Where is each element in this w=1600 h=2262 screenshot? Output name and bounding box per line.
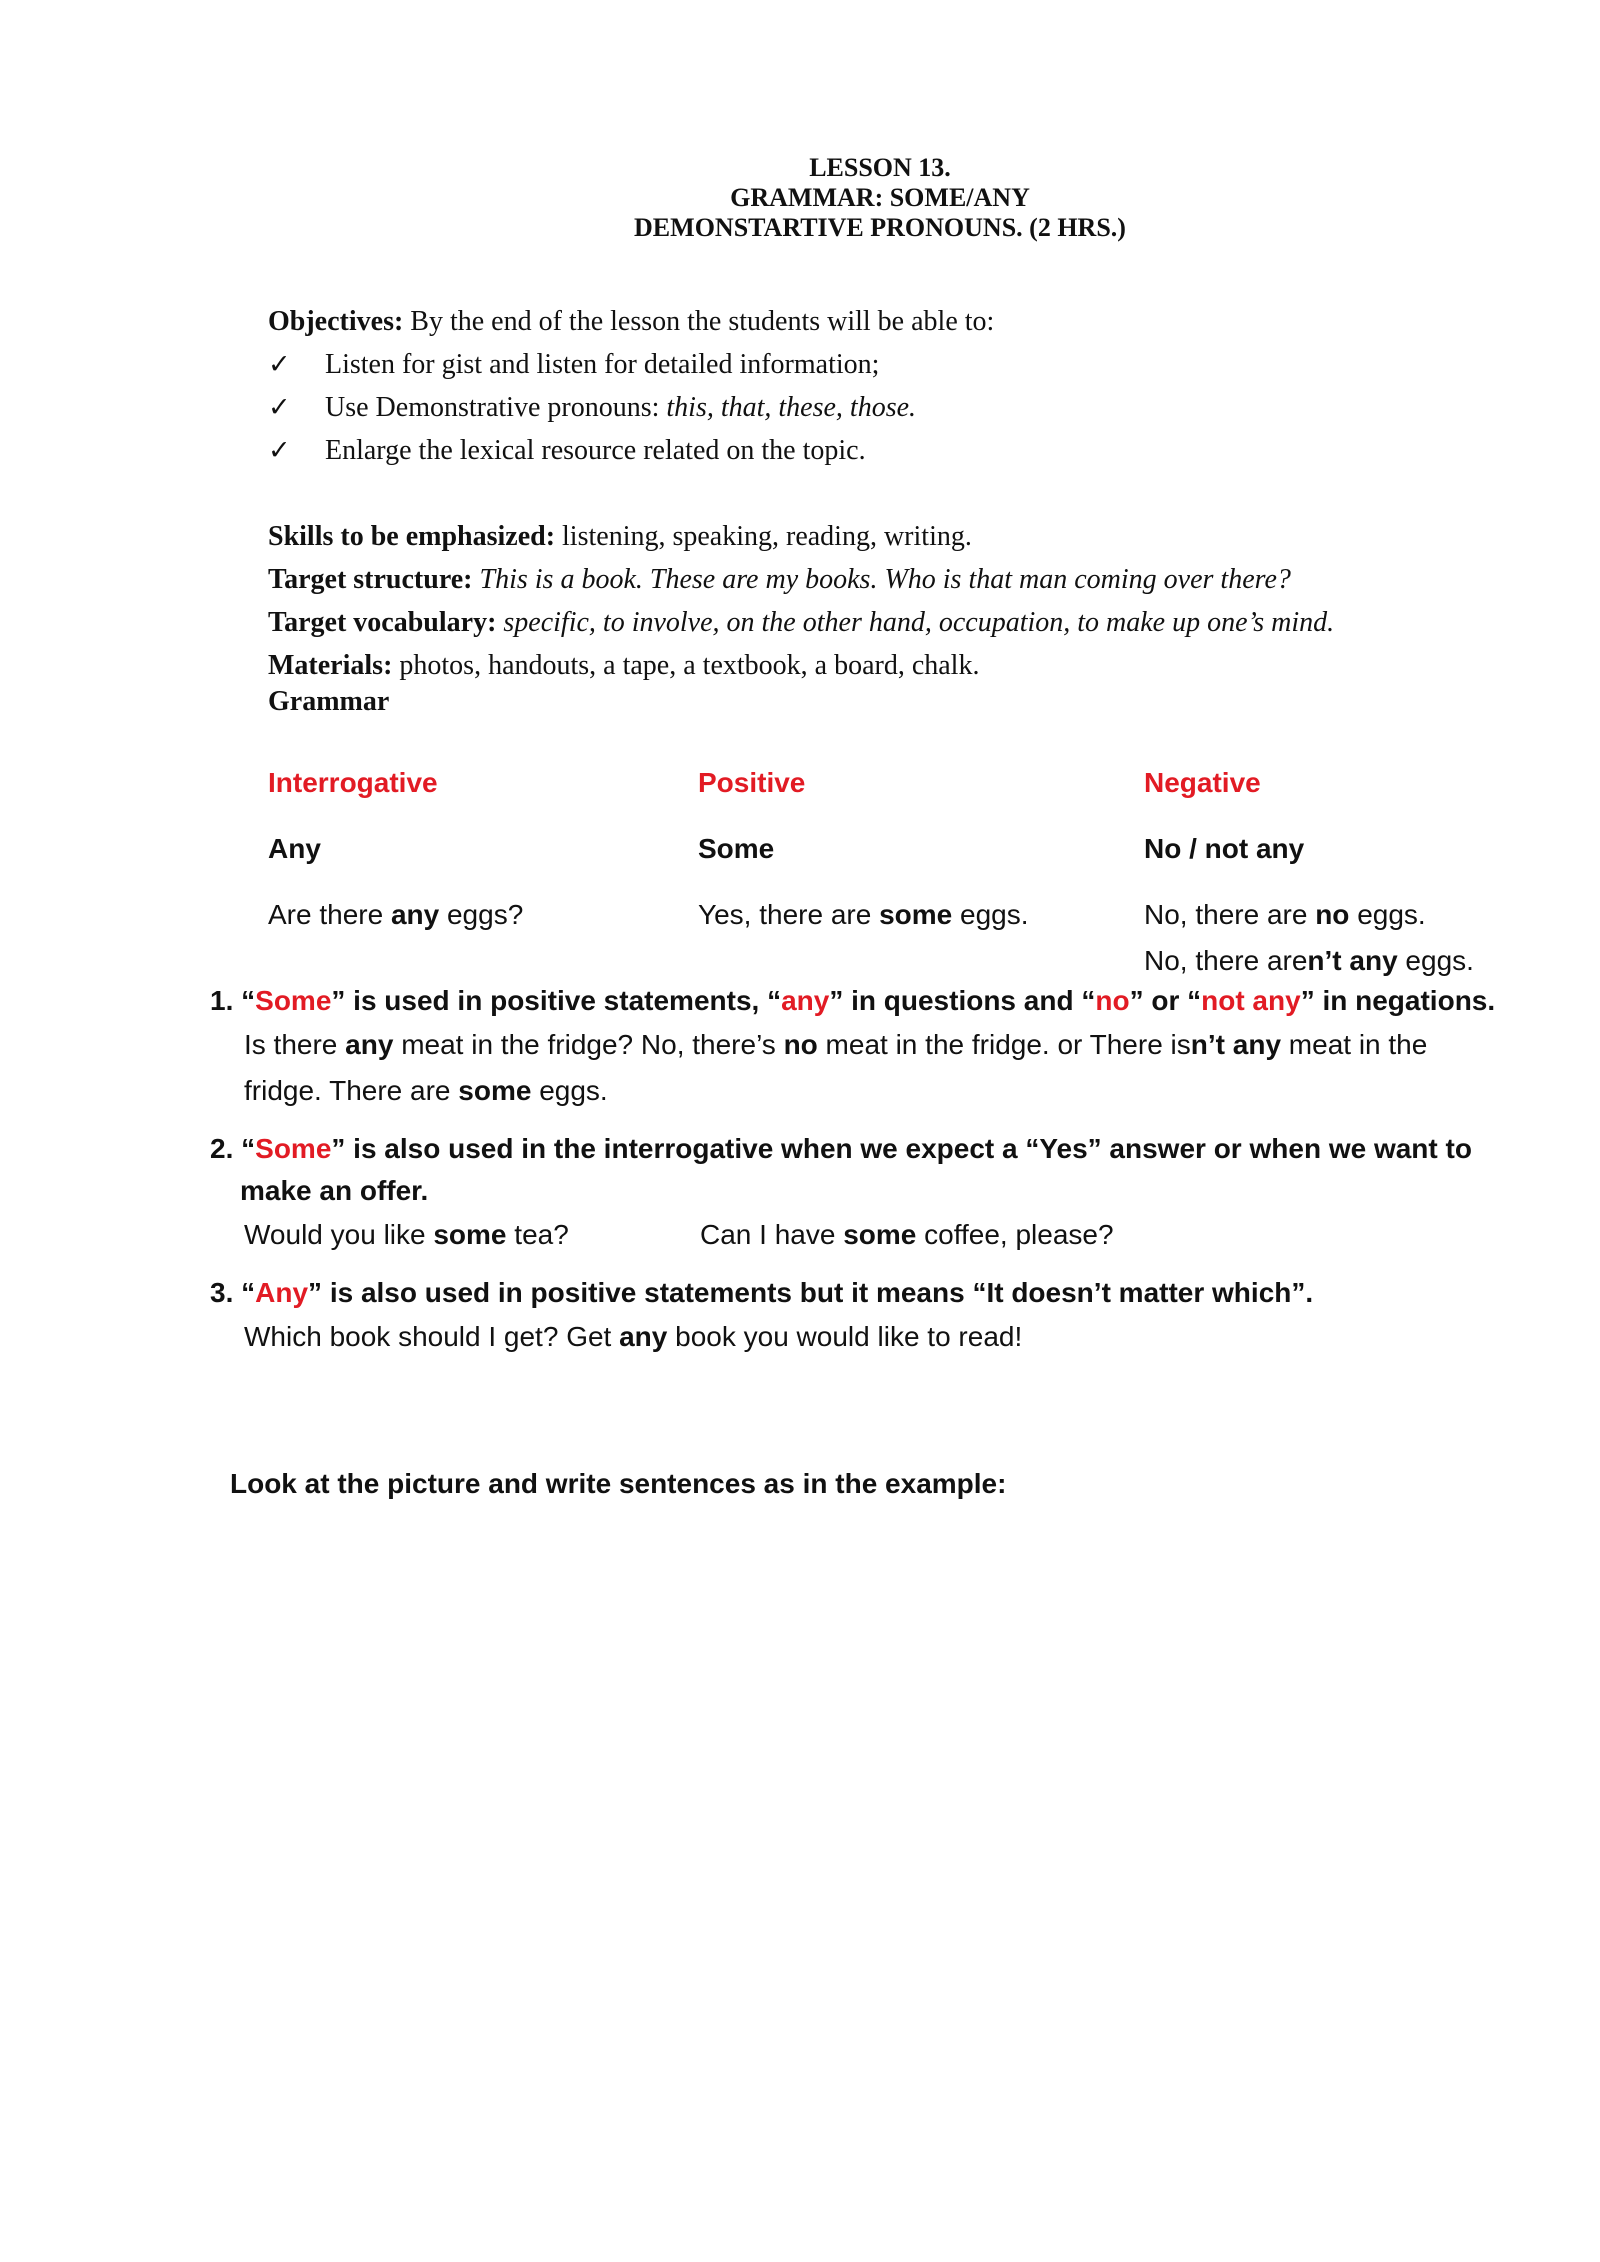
lesson-topic: DEMONSTARTIVE PRONOUNS. (2 HRS.)	[634, 213, 1126, 242]
objective-text: Enlarge the lexical resource related on the topic.	[325, 435, 866, 466]
rule-3	[210, 1272, 1510, 1360]
header-negative: Negative	[1144, 767, 1261, 798]
objectives-list	[268, 343, 1490, 472]
checkmark-icon: ✓	[268, 392, 291, 423]
rule-heading: 3. “Any” is also used in positive statements but it means “It doesn’t matter which”.	[210, 1277, 1314, 1308]
target-structure-line	[268, 558, 1490, 601]
materials-line	[268, 644, 1490, 687]
word-interrogative: Any	[268, 833, 321, 864]
target-vocabulary-label: Target vocabulary:	[268, 607, 497, 638]
skills-label: Skills to be emphasized:	[268, 521, 556, 552]
rule-1	[210, 980, 1510, 1114]
checkmark-icon: ✓	[268, 435, 291, 466]
lesson-body	[268, 300, 1490, 717]
exercise-prompt: Look at the picture and write sentences as in the example:	[230, 1468, 1007, 1499]
header-interrogative: Interrogative	[268, 767, 438, 798]
skills-line	[268, 515, 1490, 558]
grammar-rules	[210, 980, 1510, 1374]
example-negative-1: No, there are no eggs.	[1144, 899, 1426, 930]
rule-2	[210, 1128, 1510, 1258]
lesson-header	[0, 153, 1600, 243]
rule-example: Is there any meat in the fridge? No, there’s no meat in the fridge. or There isn’t any meat in the fridge. There are some eggs.	[244, 1029, 1428, 1106]
objectives-intro: By the end of the lesson the students will be able to:	[403, 306, 995, 337]
objective-emphasis: this, that, these, those.	[666, 392, 917, 423]
rule-heading: 2. “Some” is also used in the interrogative when we expect a “Yes” answer or when we want to make an offer.	[210, 1133, 1472, 1206]
checkmark-icon: ✓	[268, 349, 291, 380]
materials-label: Materials:	[268, 650, 393, 681]
objectives-label: Objectives:	[268, 306, 404, 337]
skills-value: listening, speaking, reading, writing.	[555, 521, 972, 552]
list-item	[268, 343, 1490, 386]
lesson-subtitle: GRAMMAR: SOME/ANY	[730, 183, 1030, 212]
list-item	[268, 386, 1490, 429]
example-positive: Yes, there are some eggs.	[698, 899, 1029, 930]
grammar-heading: Grammar	[268, 686, 390, 717]
objectives-line	[268, 300, 1490, 343]
target-structure-value: This is a book. These are my books. Who is that man coming over there?	[472, 564, 1291, 595]
word-negative: No / not any	[1144, 833, 1305, 864]
target-vocabulary-value: specific, to involve, on the other hand, occupation, to make up one’s mind.	[496, 607, 1335, 638]
lesson-title: LESSON 13.	[809, 153, 951, 182]
rule-heading: 1. “Some” is used in positive statements, “any” in questions and “no” or “not any” in negations.	[210, 985, 1496, 1016]
example-negative-2: No, there aren’t any eggs.	[1144, 945, 1474, 976]
word-positive: Some	[698, 833, 775, 864]
objective-text: Listen for gist and listen for detailed information;	[325, 349, 880, 380]
example-interrogative: Are there any eggs?	[268, 899, 524, 930]
rule-example: Which book should I get? Get any book you would like to read!	[244, 1321, 1023, 1352]
objective-text: Use Demonstrative pronouns:	[325, 392, 667, 423]
target-structure-label: Target structure:	[268, 564, 473, 595]
rule-example: Would you like some tea? Can I have some coffee, please?	[244, 1219, 1114, 1250]
list-item	[268, 429, 1490, 472]
target-vocabulary-line	[268, 601, 1490, 644]
header-positive: Positive	[698, 767, 806, 798]
materials-value: photos, handouts, a tape, a textbook, a board, chalk.	[392, 650, 980, 681]
